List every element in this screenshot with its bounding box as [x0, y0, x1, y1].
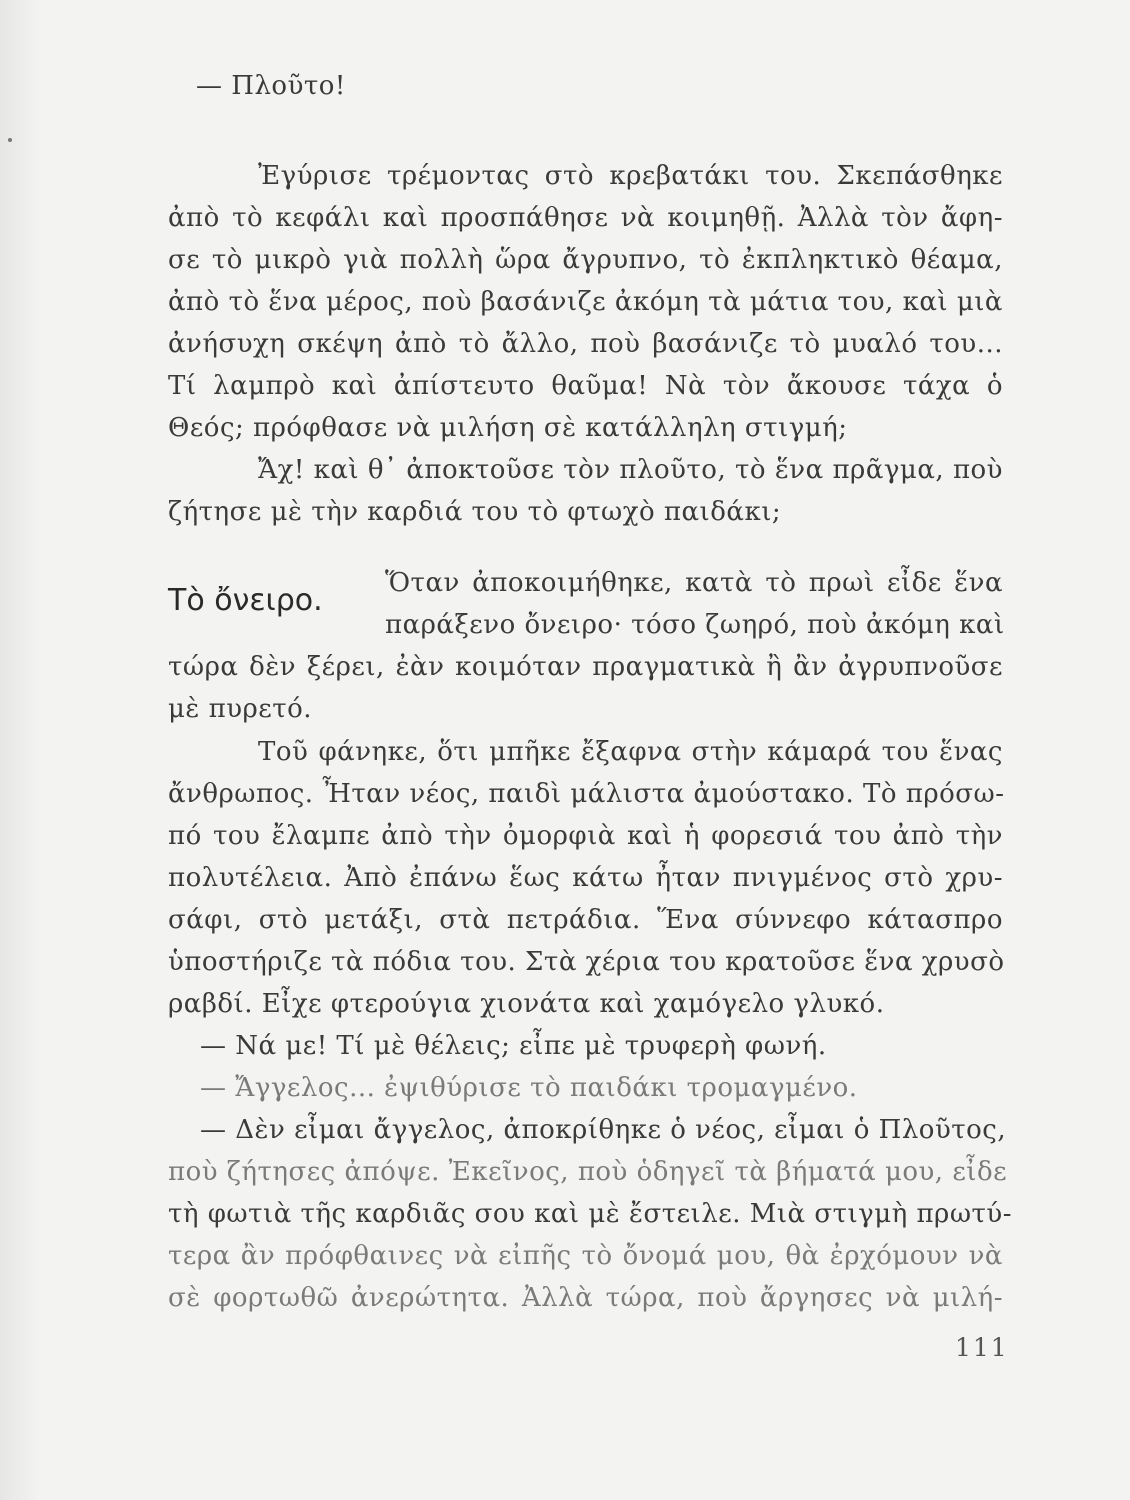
section-side-heading: Τὸ ὄνειρο. [168, 583, 323, 618]
text-line: Ἄχ! καὶ θ᾽ ἀποκτοῦσε τὸν πλοῦτο, τὸ ἕνα πρᾶγμα, ποὺ [258, 455, 1003, 485]
text-line: πό του ἔλαμπε ἀπὸ τὴν ὀμορφιὰ καὶ ἡ φορεσιά του ἀπὸ τὴν [168, 821, 1003, 851]
text-line: Τοῦ φάνηκε, ὅτι μπῆκε ἔξαφνα στὴν κάμαρά του ἕνας [258, 737, 1003, 767]
text-line: ζήτησε μὲ τὴν καρδιά του τὸ φτωχὸ παιδάκι; [168, 497, 782, 527]
page-number: 111 [955, 1333, 1009, 1362]
text-line: παράξενο ὄνειρο· τόσο ζωηρό, ποὺ ἀκόμη καὶ [385, 610, 1005, 640]
text-line: ραβδί. Εἶχε φτερούγια χιονάτα καὶ χαμόγελο γλυκό. [168, 989, 885, 1019]
text-line: ἀπὸ τὸ κεφάλι καὶ προσπάθησε νὰ κοιμηθῇ. Ἀλλὰ τὸν ἄφη- [168, 203, 1003, 233]
text-line: τώρα δὲν ξέρει, ἐὰν κοιμόταν πραγματικὰ ἢ ἂν ἀγρυπνοῦσε [168, 652, 1003, 682]
dialogue-line: — Ἄγγελος... ἐψιθύρισε τὸ παιδάκι τρομαγμένο. [200, 1073, 858, 1103]
text-line: ἀνήσυχη σκέψη ἀπὸ τὸ ἄλλο, ποὺ βασάνιζε τὸ μυαλό του... [168, 329, 1003, 359]
text-line: ὑποστήριζε τὰ πόδια του. Στὰ χέρια του κρατοῦσε ἕνα χρυσὸ [168, 947, 1005, 977]
text-line: τὴ φωτιὰ τῆς καρδιᾶς σου καὶ μὲ ἔστειλε. Μιὰ στιγμὴ πρωτύ- [168, 1199, 1013, 1229]
text-line: πολυτέλεια. Ἀπὸ ἐπάνω ἕως κάτω ἦταν πνιγμένος στὸ χρυ- [168, 863, 1003, 893]
text-line: Ἐγύρισε τρέμοντας στὸ κρεβατάκι του. Σκεπάσθηκε [258, 161, 1003, 191]
scan-speck [8, 138, 12, 142]
text-line: σάφι, στὸ μετάξι, στὰ πετράδια. Ἕνα σύννεφο κάτασπρο [168, 905, 1003, 935]
text-line: σὲ φορτωθῶ ἀνερώτητα. Ἀλλὰ τώρα, ποὺ ἄργησες νὰ μιλή- [168, 1283, 1003, 1313]
scan-edge-shadow [0, 0, 40, 1500]
text-line: Ὅταν ἀποκοιμήθηκε, κατὰ τὸ πρωὶ εἶδε ἕνα [385, 568, 1003, 598]
text-line: ἀπὸ τὸ ἕνα μέρος, ποὺ βασάνιζε ἀκόμη τὰ μάτια του, καὶ μιὰ [168, 287, 1003, 317]
text-line: τερα ἂν πρόφθαινες νὰ εἰπῆς τὸ ὄνομά μου, θὰ ἐρχόμουν νὰ [168, 1241, 1003, 1271]
text-line: σε τὸ μικρὸ γιὰ πολλὴ ὥρα ἄγρυπνο, τὸ ἐκπληκτικὸ θέαμα, [168, 245, 1003, 275]
text-line: Θεός; πρόφθασε νὰ μιλήση σὲ κατάλληλη στιγμή; [168, 413, 848, 443]
text-line: μὲ πυρετό. [168, 694, 313, 724]
text-line: — Πλοῦτο! [196, 71, 346, 101]
text-line: Τί λαμπρὸ καὶ ἀπίστευτο θαῦμα! Νὰ τὸν ἄκουσε τάχα ὁ [168, 371, 1003, 401]
dialogue-line: — Δὲν εἶμαι ἄγγελος, ἀποκρίθηκε ὁ νέος, εἶμαι ὁ Πλοῦτος, [200, 1115, 1007, 1145]
dialogue-line: — Νά με! Τί μὲ θέλεις; εἶπε μὲ τρυφερὴ φωνή. [200, 1031, 827, 1061]
text-line: ἄνθρωπος. Ἦταν νέος, παιδὶ μάλιστα ἀμούστακο. Τὸ πρόσω- [168, 779, 1005, 809]
text-line: ποὺ ζήτησες ἀπόψε. Ἐκεῖνος, ποὺ ὁδηγεῖ τὰ βήματά μου, εἶδε [168, 1157, 1008, 1187]
